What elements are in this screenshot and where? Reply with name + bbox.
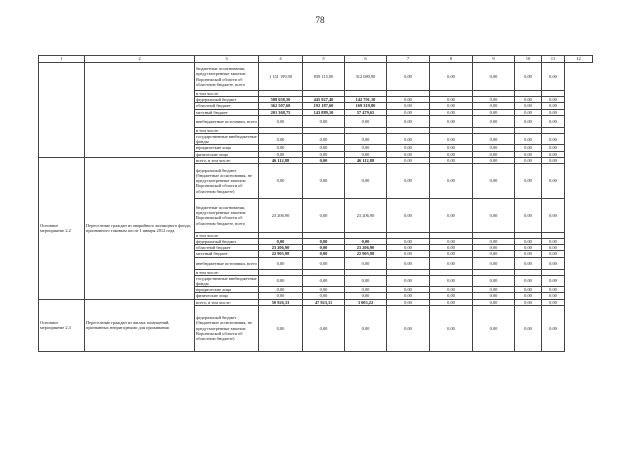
value-cell: 0,00 — [542, 163, 565, 198]
value-cell: 0,00 — [387, 275, 430, 286]
value-cell: 23 206,90 — [345, 198, 387, 232]
value-cell: 201 368,75 — [259, 109, 303, 115]
funding-source-cell: юридические лица — [195, 287, 259, 293]
value-cell: 0,00 — [542, 245, 565, 251]
value-cell: 0,00 — [387, 305, 430, 351]
value-cell: 0,00 — [542, 305, 565, 351]
value-cell: 0,00 — [303, 257, 345, 269]
value-cell: 0,00 — [542, 239, 565, 245]
funding-source-cell: в том числе: — [195, 127, 259, 133]
value-cell: 0,00 — [515, 239, 542, 245]
value-cell: 0,00 — [430, 299, 473, 305]
value-cell: 0,00 — [387, 157, 430, 163]
value-cell: 0,00 — [303, 287, 345, 293]
value-cell: 588 658,50 — [259, 97, 303, 103]
value-cell: 0,00 — [473, 299, 515, 305]
value-cell: 0,00 — [515, 63, 542, 91]
value-cell: 0,00 — [542, 275, 565, 286]
value-cell: 0,00 — [303, 151, 345, 157]
value-cell: 0,00 — [473, 115, 515, 127]
value-cell: 0,00 — [473, 133, 515, 144]
value-cell: 0,00 — [303, 198, 345, 232]
funding-source-cell: государственные внебюджетные фонды — [196, 275, 257, 286]
measure-name-cell — [39, 63, 85, 158]
value-cell: 0,00 — [515, 251, 542, 257]
value-cell: 0,00 — [542, 109, 565, 115]
value-cell: 0,00 — [473, 275, 515, 286]
value-cell: 0,00 — [430, 115, 473, 127]
value-cell: 0,00 — [515, 198, 542, 232]
value-cell: 0,00 — [387, 257, 430, 269]
value-cell: 0,00 — [345, 257, 387, 269]
funding-source-cell: физические лица — [195, 293, 259, 299]
value-cell: 0,00 — [515, 245, 542, 251]
value-cell: 0,00 — [259, 287, 303, 293]
value-cell: 0,00 — [387, 133, 430, 144]
value-cell: 0,00 — [473, 287, 515, 293]
value-cell: 0,00 — [542, 103, 565, 109]
value-cell: 0,00 — [430, 251, 473, 257]
value-cell: 0,00 — [387, 198, 430, 232]
value-cell: 0,00 — [387, 163, 430, 198]
value-cell: 0,00 — [473, 145, 515, 151]
value-cell: 0,00 — [303, 305, 345, 351]
header-cell: 6 — [345, 56, 387, 63]
value-cell: 0,00 — [515, 293, 542, 299]
value-cell: 0,00 — [542, 145, 565, 151]
value-cell: 143 889,10 — [303, 109, 345, 115]
value-cell: 0,00 — [542, 257, 565, 269]
value-cell: 0,00 — [430, 305, 473, 351]
value-cell: 0,00 — [515, 109, 542, 115]
value-cell: 0,00 — [387, 103, 430, 109]
header-cell: 11 — [542, 56, 565, 63]
header-cell: 9 — [473, 56, 515, 63]
value-cell: 46 112,88 — [345, 157, 387, 163]
value-cell: 0,00 — [259, 305, 303, 351]
value-cell: 0,00 — [303, 163, 345, 198]
value-cell: 0,00 — [542, 133, 565, 144]
value-cell: 0,00 — [345, 305, 387, 351]
value-cell: 839 115,00 — [303, 63, 345, 91]
value-cell: 0,00 — [259, 275, 303, 286]
value-cell: 1 151 199,90 — [259, 63, 303, 91]
value-cell: 0,00 — [387, 251, 430, 257]
value-cell: 0,00 — [303, 133, 345, 144]
value-cell: 0,00 — [430, 133, 473, 144]
value-cell: 0,00 — [430, 151, 473, 157]
value-cell: 0,00 — [303, 157, 345, 163]
value-cell: 0,00 — [542, 115, 565, 127]
header-cell: 2 — [85, 56, 195, 63]
value-cell: 0,00 — [473, 239, 515, 245]
value-cell: 0,00 — [515, 275, 542, 286]
header-cell: 12 — [565, 56, 593, 63]
value-cell: 0,00 — [259, 145, 303, 151]
value-cell: 0,00 — [542, 151, 565, 157]
value-cell: 0,00 — [259, 163, 303, 198]
funding-source-cell: федеральный бюджет — [195, 97, 259, 103]
value-cell: 0,00 — [473, 63, 515, 91]
value-cell: 362 507,60 — [259, 103, 303, 109]
value-cell: 0,00 — [430, 287, 473, 293]
value-cell: 445 927,40 — [303, 97, 345, 103]
funding-source-cell: внебюджетные источники, всего — [195, 257, 259, 269]
value-cell: 0,00 — [515, 163, 542, 198]
value-cell: 0,00 — [387, 151, 430, 157]
value-cell: 169 319,80 — [345, 103, 387, 109]
value-cell: 0,00 — [345, 293, 387, 299]
value-cell: 0,00 — [387, 245, 430, 251]
value-cell: 0,00 — [387, 239, 430, 245]
measure-title-cell: Переселение граждан из жилых помещений, признанных непригодными для проживания — [85, 299, 195, 351]
value-cell: 50 926,33 — [259, 299, 303, 305]
value-cell: 0,00 — [473, 97, 515, 103]
funding-source-cell: внебюджетные источники, всего — [195, 115, 259, 127]
measure-title-cell — [85, 63, 195, 158]
funding-source-cell: местный бюджет — [195, 109, 259, 115]
value-cell: 0,00 — [473, 251, 515, 257]
value-cell: 0,00 — [515, 133, 542, 144]
value-cell: 0,00 — [387, 299, 430, 305]
value-cell: 0,00 — [430, 293, 473, 299]
value-cell: 0,00 — [430, 157, 473, 163]
value-cell: 0,00 — [259, 257, 303, 269]
value-cell: 0,00 — [473, 103, 515, 109]
header-row — [39, 56, 593, 63]
funding-source-cell: федеральный бюджет (бюджетные ассигнования, не предусмотренные законом Воронежской области об областном бюджете) — [195, 305, 259, 351]
value-cell: 46 112,88 — [259, 157, 303, 163]
funding-source-cell: всего, в том числе: — [195, 157, 259, 163]
value-cell: 0,00 — [542, 97, 565, 103]
value-cell: 0,00 — [473, 257, 515, 269]
value-cell: 0,00 — [259, 239, 303, 245]
value-cell: 0,00 — [259, 151, 303, 157]
funding-source-cell: в том числе: — [195, 269, 259, 275]
value-cell: 0,00 — [430, 163, 473, 198]
value-cell: 0,00 — [387, 115, 430, 127]
value-cell: 0,00 — [259, 115, 303, 127]
value-cell: 0,00 — [259, 293, 303, 299]
funding-source-cell: областной бюджет — [195, 103, 259, 109]
value-cell: 0,00 — [515, 305, 542, 351]
value-cell: 0,00 — [303, 239, 345, 245]
value-cell: 0,00 — [473, 305, 515, 351]
value-cell: 312 080,90 — [345, 63, 387, 91]
value-cell: 0,00 — [345, 239, 387, 245]
header-cell: 10 — [515, 56, 542, 63]
value-cell: 0,00 — [473, 109, 515, 115]
value-cell: 0,00 — [542, 157, 565, 163]
value-cell: 0,00 — [345, 133, 387, 144]
value-cell: 0,00 — [473, 198, 515, 232]
funding-source-cell: государственные внебюджетные фонды — [196, 133, 257, 145]
header-cell: 4 — [259, 56, 303, 63]
value-cell: 0,00 — [473, 151, 515, 157]
value-cell: 0,00 — [515, 287, 542, 293]
funding-source-cell: федеральный бюджет — [195, 239, 259, 245]
value-cell: 0,00 — [345, 145, 387, 151]
value-cell: 23 206,90 — [259, 198, 303, 232]
measure-name-cell: Основное мероприятие 2.3 — [39, 299, 85, 351]
value-cell: 0,00 — [303, 145, 345, 151]
budget-table — [38, 55, 593, 352]
value-cell: 0,00 — [430, 198, 473, 232]
funding-source-cell: бюджетные ассигнования, предусмотренные законом Воронежской области об областном бюджете, всего — [195, 63, 259, 91]
value-cell: 0,00 — [430, 275, 473, 286]
value-cell: 0,00 — [303, 245, 345, 251]
value-cell: 57 479,65 — [345, 109, 387, 115]
value-cell: 0,00 — [515, 157, 542, 163]
value-cell: 0,00 — [515, 299, 542, 305]
value-cell: 0,00 — [387, 145, 430, 151]
value-cell: 0,00 — [259, 133, 303, 144]
value-cell: 142 791,10 — [345, 97, 387, 103]
value-cell: 0,00 — [430, 63, 473, 91]
funding-source-cell: в том числе: — [195, 91, 259, 97]
funding-source-cell: всего, в том числе: — [195, 299, 259, 305]
measure-title-cell: Переселение граждан из аварийного жилищного фонда, признанного таковым после 1 января 2012 года — [85, 157, 195, 299]
funding-source-cell: областной бюджет — [195, 245, 259, 251]
funding-source-cell: федеральный бюджет (бюджетные ассигнования, не предусмотренные законом Воронежской области об областном бюджете) — [195, 163, 259, 198]
value-cell: 0,00 — [303, 293, 345, 299]
value-cell: 0,00 — [430, 257, 473, 269]
value-cell: 0,00 — [387, 287, 430, 293]
value-cell: 0,00 — [542, 299, 565, 305]
value-cell: 22 905,98 — [345, 251, 387, 257]
table-row — [39, 63, 593, 91]
header-cell: 5 — [303, 56, 345, 63]
value-cell: 0,00 — [387, 97, 430, 103]
funding-source-cell: физические лица — [195, 151, 259, 157]
value-cell: 0,00 — [430, 109, 473, 115]
value-cell: 0,00 — [542, 287, 565, 293]
funding-source-cell: в том числе: — [195, 232, 259, 238]
value-cell: 3 003,22 — [345, 299, 387, 305]
value-cell: 22 905,98 — [259, 251, 303, 257]
value-cell: 0,00 — [430, 245, 473, 251]
funding-source-cell: бюджетные ассигнования, предусмотренные законом Воронежской области об областном бюджете, всего — [195, 198, 259, 232]
value-cell: 0,00 — [473, 245, 515, 251]
value-cell: 47 923,11 — [303, 299, 345, 305]
value-cell: 0,00 — [515, 97, 542, 103]
value-cell: 0,00 — [515, 257, 542, 269]
value-cell: 0,00 — [345, 163, 387, 198]
value-cell: 0,00 — [345, 287, 387, 293]
value-cell: 0,00 — [303, 115, 345, 127]
value-cell: 0,00 — [430, 103, 473, 109]
value-cell: 0,00 — [430, 97, 473, 103]
header-cell: 3 — [195, 56, 259, 63]
value-cell: 0,00 — [387, 109, 430, 115]
value-cell: 0,00 — [542, 63, 565, 91]
value-cell: 0,00 — [542, 251, 565, 257]
value-cell: 0,00 — [542, 293, 565, 299]
value-cell: 0,00 — [387, 63, 430, 91]
value-cell: 0,00 — [515, 145, 542, 151]
value-cell: 0,00 — [515, 103, 542, 109]
value-cell: 0,00 — [345, 151, 387, 157]
value-cell: 192 187,60 — [303, 103, 345, 109]
value-cell: 0,00 — [473, 157, 515, 163]
value-cell: 0,00 — [515, 151, 542, 157]
funding-source-cell: местный бюджет — [195, 251, 259, 257]
value-cell: 0,00 — [430, 145, 473, 151]
value-cell: 23 206,90 — [259, 245, 303, 251]
value-cell: 0,00 — [303, 275, 345, 286]
value-cell: 0,00 — [345, 115, 387, 127]
header-cell: 1 — [39, 56, 85, 63]
funding-source-cell: юридические лица — [195, 145, 259, 151]
header-cell: 7 — [387, 56, 430, 63]
measure-name-cell: Основное мероприятие 2.2 — [39, 157, 85, 299]
value-cell: 0,00 — [542, 198, 565, 232]
value-cell: 0,00 — [387, 293, 430, 299]
value-cell: 0,00 — [515, 115, 542, 127]
value-cell: 0,00 — [430, 239, 473, 245]
header-cell: 8 — [430, 56, 473, 63]
value-cell: 23 206,90 — [345, 245, 387, 251]
page-number: 78 — [315, 15, 325, 25]
value-cell: 0,00 — [473, 163, 515, 198]
value-cell: 0,00 — [473, 293, 515, 299]
value-cell: 0,00 — [303, 251, 345, 257]
value-cell: 0,00 — [345, 275, 387, 286]
